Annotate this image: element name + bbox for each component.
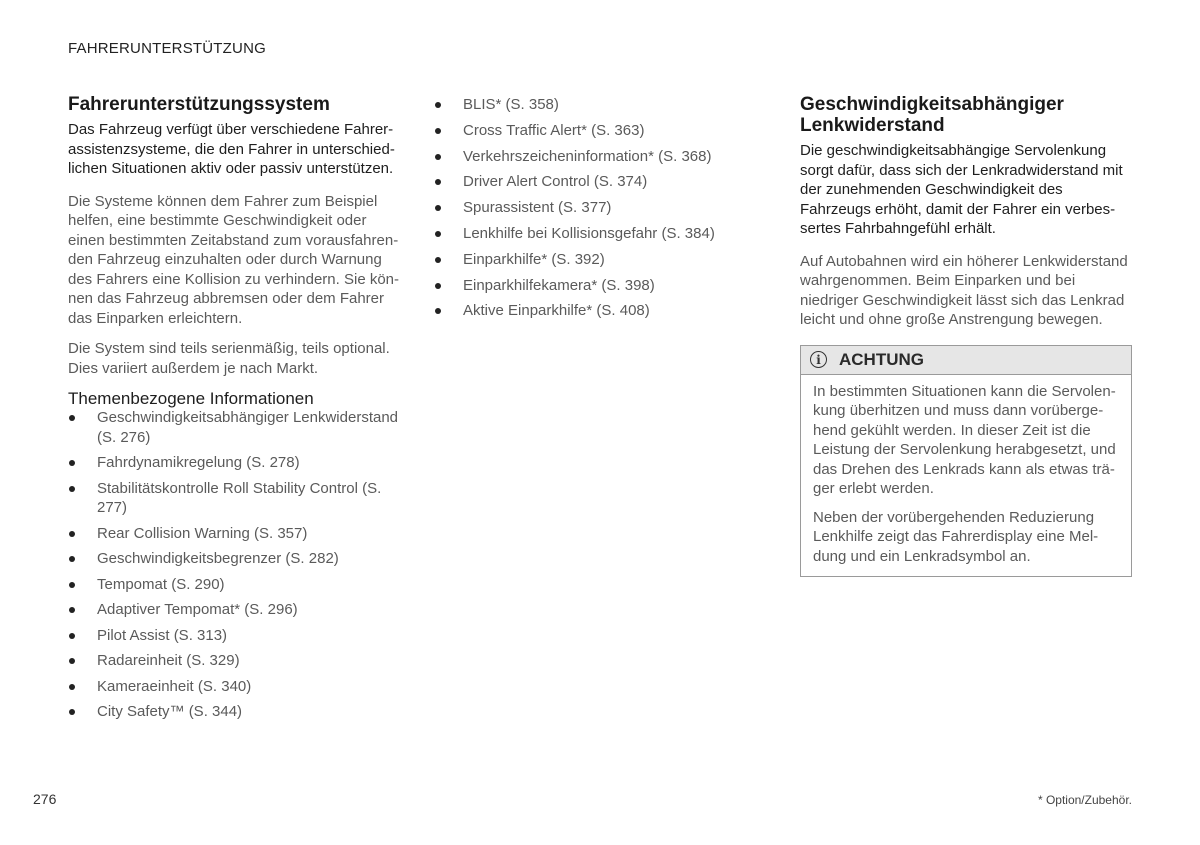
list-item-label: Einparkhilfe* (S. 392) bbox=[463, 250, 605, 268]
list-item[interactable] bbox=[68, 626, 404, 646]
list-item-label: Radareinheit (S. 329) bbox=[97, 652, 240, 669]
list-item-label: Aktive Einparkhilfe* (S. 408) bbox=[463, 302, 650, 320]
list-item[interactable] bbox=[434, 95, 754, 115]
warning-paragraph: In bestimmten Situationen kann die Servolenkung überhitzen und muss dann vorübergehend gekühlt werden. In dieser Zeit ist die Leistung der Servolenkung herabgesetzt, und das Drehen des Lenkrads kann als etwas träger erlebt werden. bbox=[813, 382, 1116, 497]
info-icon: i bbox=[810, 351, 827, 368]
body-paragraph: Die Systeme können dem Fahrer zum Beispiel helfen, eine bestimmte Geschwindigkeit oder einen bestimmten Zeitabstand zum vorausfahrenden Fahrzeug einzuhalten oder durch Warnung des Fahrers eine Kollision zu verhindern. Sie können das Fahrzeug abbremsen oder dem Fahrer das Einparken erleichtern. bbox=[68, 192, 400, 327]
related-info-heading: Themenbezogene Informationen bbox=[68, 389, 314, 408]
page-number: 276 bbox=[33, 791, 57, 807]
list-item-label: Einparkhilfekamera* (S. 398) bbox=[463, 276, 655, 294]
list-item[interactable] bbox=[68, 575, 404, 595]
list-item-label: Fahrdynamikregelung (S. 278) bbox=[97, 454, 300, 471]
warning-header bbox=[801, 346, 1131, 375]
warning-title: ACHTUNG bbox=[839, 349, 924, 369]
middle-column bbox=[434, 95, 754, 327]
list-item-label: Driver Alert Control (S. 374) bbox=[463, 173, 648, 191]
bullet-icon bbox=[435, 283, 441, 289]
page-header: FAHRERUNTERSTÜTZUNG bbox=[68, 40, 266, 57]
list-item[interactable] bbox=[68, 677, 404, 697]
list-item[interactable] bbox=[434, 198, 754, 218]
list-item[interactable] bbox=[434, 121, 754, 141]
list-item[interactable] bbox=[68, 408, 404, 447]
list-item[interactable] bbox=[68, 600, 404, 620]
list-item[interactable] bbox=[434, 276, 754, 296]
body-paragraph: Die System sind teils serienmäßig, teils optional. Dies variiert außerdem je nach Markt. bbox=[68, 340, 390, 377]
list-item-label: Tempomat (S. 290) bbox=[97, 575, 225, 593]
list-item[interactable] bbox=[68, 549, 404, 569]
list-item[interactable] bbox=[68, 524, 404, 544]
warning-box bbox=[800, 345, 1132, 578]
bullet-icon bbox=[69, 684, 75, 690]
list-item-label: Stabilitätskontrolle Roll Stability Control (S. 277) bbox=[97, 479, 382, 516]
list-item-label: Kameraeinheit (S. 340) bbox=[97, 677, 252, 695]
list-item[interactable] bbox=[434, 172, 754, 192]
list-item[interactable] bbox=[434, 250, 754, 270]
list-item[interactable] bbox=[68, 453, 404, 473]
list-item[interactable] bbox=[434, 147, 754, 167]
bullet-icon bbox=[69, 415, 75, 421]
list-item-label: City Safety™ (S. 344) bbox=[97, 703, 243, 720]
bullet-icon bbox=[435, 257, 441, 263]
intro-paragraph: Die geschwindigkeitsabhängige Servolenkung sorgt dafür, dass sich der Lenkradwiderstand mit der zunehmenden Geschwindigkeit des Fahrzeugs erhöht, damit der Fahrer ein verbessertes Fahrbahngefühl erhält. bbox=[800, 142, 1123, 237]
list-item-label: Verkehrszeicheninformation* (S. 368) bbox=[463, 147, 712, 165]
bullet-icon bbox=[435, 179, 441, 185]
bullet-icon bbox=[69, 460, 75, 466]
list-item-label: Cross Traffic Alert* (S. 363) bbox=[463, 121, 645, 139]
related-info-list bbox=[68, 408, 404, 722]
bullet-icon bbox=[69, 658, 75, 664]
bullet-icon bbox=[69, 709, 75, 715]
section-heading: Geschwindigkeitsabhängiger Lenkwiderstand bbox=[800, 94, 1064, 136]
list-item-label: Geschwindigkeitsbegrenzer (S. 282) bbox=[97, 550, 339, 567]
bullet-icon bbox=[69, 607, 75, 613]
related-info-list-continued bbox=[434, 95, 754, 321]
bullet-icon bbox=[69, 486, 75, 492]
body-paragraph: Auf Autobahnen wird ein höherer Lenkwiderstand wahrgenommen. Beim Einparken und bei niedriger Geschwindigkeit lässt sich das Lenkrad leicht und ohne große Anstrengung bewegen. bbox=[800, 252, 1128, 328]
list-item[interactable] bbox=[68, 702, 404, 722]
bullet-icon bbox=[435, 308, 441, 314]
list-item-label: Spurassistent (S. 377) bbox=[463, 199, 612, 217]
section-heading: Fahrerunterstützungssystem bbox=[68, 94, 330, 115]
list-item-label: Lenkhilfe bei Kollisionsgefahr (S. 384) bbox=[463, 224, 715, 242]
list-item[interactable] bbox=[434, 301, 754, 321]
intro-paragraph: Das Fahrzeug verfügt über verschiedene Fahrerassistenzsysteme, die den Fahrer in unterschiedlichen Situationen aktiv oder passiv unterstützen. bbox=[68, 121, 395, 177]
right-column bbox=[800, 94, 1132, 577]
bullet-icon bbox=[69, 556, 75, 562]
bullet-icon bbox=[69, 582, 75, 588]
bullet-icon bbox=[435, 154, 441, 160]
list-item[interactable] bbox=[434, 224, 754, 244]
list-item-label: Rear Collision Warning (S. 357) bbox=[97, 524, 308, 542]
list-item-label: BLIS* (S. 358) bbox=[463, 96, 559, 113]
bullet-icon bbox=[69, 531, 75, 537]
list-item-label: Geschwindigkeitsabhängiger Lenkwiderstand (S. 276) bbox=[97, 409, 399, 446]
bullet-icon bbox=[435, 205, 441, 211]
list-item[interactable] bbox=[68, 651, 404, 671]
warning-paragraph: Neben der vorübergehenden Reduzierung Lenkhilfe zeigt das Fahrerdisplay eine Meldung und ein Lenkradsymbol an. bbox=[813, 508, 1099, 565]
warning-body bbox=[801, 375, 1131, 577]
bullet-icon bbox=[435, 102, 441, 108]
list-item-label: Pilot Assist (S. 313) bbox=[97, 626, 228, 644]
bullet-icon bbox=[69, 633, 75, 639]
bullet-icon bbox=[435, 128, 441, 134]
list-item-label: Adaptiver Tempomat* (S. 296) bbox=[97, 601, 298, 618]
footnote: * Option/Zubehör. bbox=[1037, 793, 1132, 807]
bullet-icon bbox=[435, 231, 441, 237]
list-item[interactable] bbox=[68, 479, 404, 518]
left-column bbox=[68, 94, 404, 728]
